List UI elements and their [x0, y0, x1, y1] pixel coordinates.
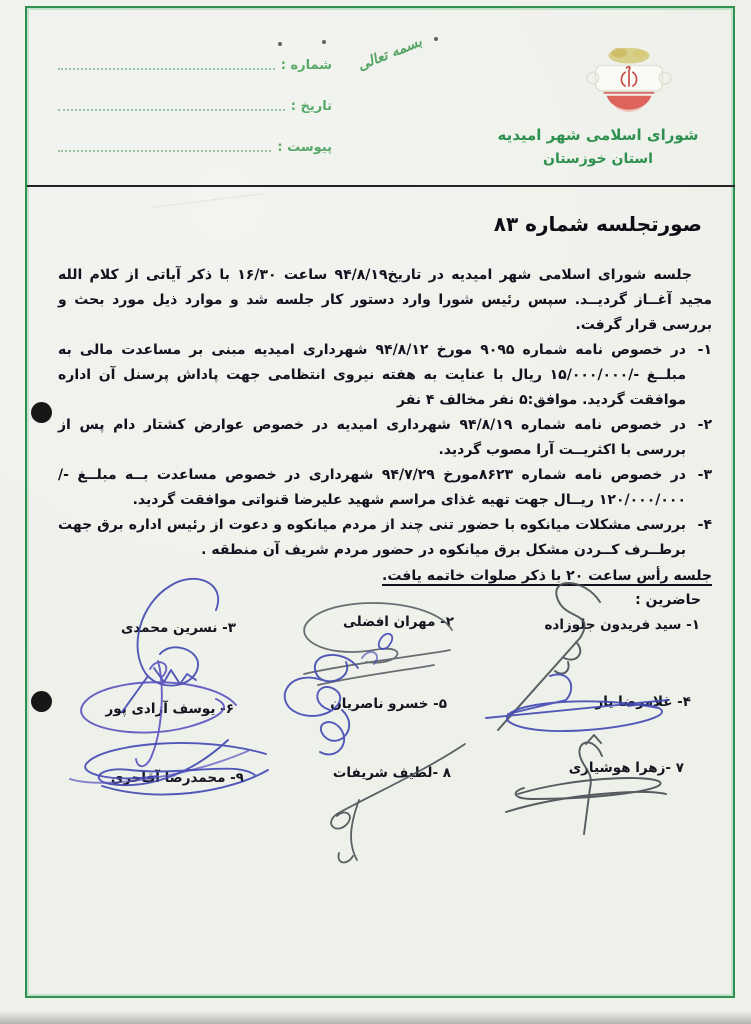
date-field-label: تاریخ :: [290, 99, 332, 114]
attendee-name-5: ۵- خسرو ناصریان: [330, 696, 447, 712]
attendee-name-6: ۶- یوسف آزادی پور: [105, 701, 234, 717]
attendee-name-3: ۳- نسرین محمدی: [121, 620, 236, 636]
ref-row-number: [58, 58, 332, 73]
attachment-field-dotted-line: [58, 150, 271, 152]
reference-fields: [58, 58, 332, 181]
attendee-name-7: ۷ -زهرا هوشیاری: [568, 760, 684, 776]
emblem-red-bowl: [604, 93, 655, 112]
attendees-heading: حاضرین :: [635, 592, 701, 608]
agenda-item-number: ۳-: [697, 467, 712, 483]
agenda-item-text: در خصوص نامه شماره ۸۶۲۳مورخ ۹۴/۷/۲۹ شهرداری در خصوص مساعدت بــه مبلــغ -/۱۲۰/۰۰۰/۰۰۰ ریــال جهت تهیه غذای مراسم شهید علیرضا قنواتی موافقت گردید.: [58, 467, 686, 508]
agenda-item-2: [58, 413, 712, 463]
organization-block: [489, 126, 707, 167]
attendee-name-2: ۲- مهران افضلی: [342, 614, 454, 630]
hole-punch-bottom: [31, 691, 52, 712]
ref-row-attachment: [58, 140, 332, 155]
attachment-field-label: پیوست :: [277, 140, 332, 155]
agenda-item-text: در خصوص نامه شماره ۹۰۹۵ مورخ ۹۴/۸/۱۲ شهرداری امیدیه مبنی بر مساعدت مالی به مبلــغ -/۱۵/۰۰۰/۰۰۰ ریال با عنایت به هفته نیروی انتظامی جهت پاداش پرسنل آن اداره موافقت گردید. موافق:۵ نفر مخالف ۴ نفر: [58, 342, 686, 408]
scan-speck: [434, 37, 438, 41]
attendee-name-8: ۸ -لطیف شریفات: [332, 765, 451, 781]
minutes-body: [58, 263, 712, 589]
agenda-item-4: [58, 513, 712, 563]
scan-speck: [322, 40, 326, 44]
header-divider-line: [27, 185, 735, 187]
number-field-label: شماره :: [280, 58, 332, 73]
org-name: شورای اسلامی شهر امیدیه: [497, 126, 699, 144]
scan-speck: [278, 42, 282, 46]
emblem-yellow-crest: [608, 48, 649, 64]
number-field-dotted-line: [58, 68, 275, 70]
agenda-item-number: ۴-: [697, 517, 712, 533]
attendee-name-4: ۴- غلامرضا یار: [595, 694, 691, 710]
ref-row-date: [58, 99, 332, 114]
scan-edge-shadow: [0, 1011, 751, 1024]
attendee-name-9: ۹- محمدرضا آقاجری: [110, 770, 244, 786]
closing-line: جلسه رأس ساعت ۲۰ با ذکر صلوات خاتمه یافت.: [382, 568, 712, 584]
date-field-dotted-line: [58, 109, 285, 111]
iran-emblem-logo: [577, 40, 681, 128]
agenda-item-3: [58, 463, 712, 513]
intro-paragraph: جلسه شورای اسلامی شهر امیدیه در تاریخ۹۴/۸/۱۹ ساعت ۱۶/۳۰ با ذکر آیاتی از کلام الله مجید آغــاز گردیــد. سپس رئیس شورا وارد دستور کار جلسه شد و موارد ذیل مورد بحث و بررسی قرار گرفت.: [58, 267, 712, 333]
bismillah-calligraphy: بسمه تعالی: [355, 33, 425, 75]
agenda-item-text: بررسی مشکلات میانکوه با حضور تنی چند از مردم میانکوه و دعوت از رئیس اداره برق جهت برطــرف کــردن مشکل برق میانکوه در حضور مردم شریف آن منطقه .: [58, 517, 686, 558]
agenda-item-text: در خصوص نامه شماره ۹۴/۸/۱۹ شهرداری امیدیه در خصوص عوارض کشتار دام پس از بررسی با اکثریــت آرا مصوب گردید.: [58, 417, 686, 458]
agenda-item-1: [58, 338, 712, 413]
org-province: استان خوزستان: [543, 151, 653, 167]
document-title: صورتجلسه شماره ۸۳: [493, 212, 702, 236]
agenda-item-number: ۲-: [697, 417, 712, 433]
hole-punch-top: [31, 402, 52, 423]
attendee-name-1: ۱- سید فریدون جلوزاده: [544, 617, 700, 633]
agenda-item-number: ۱-: [697, 342, 712, 358]
